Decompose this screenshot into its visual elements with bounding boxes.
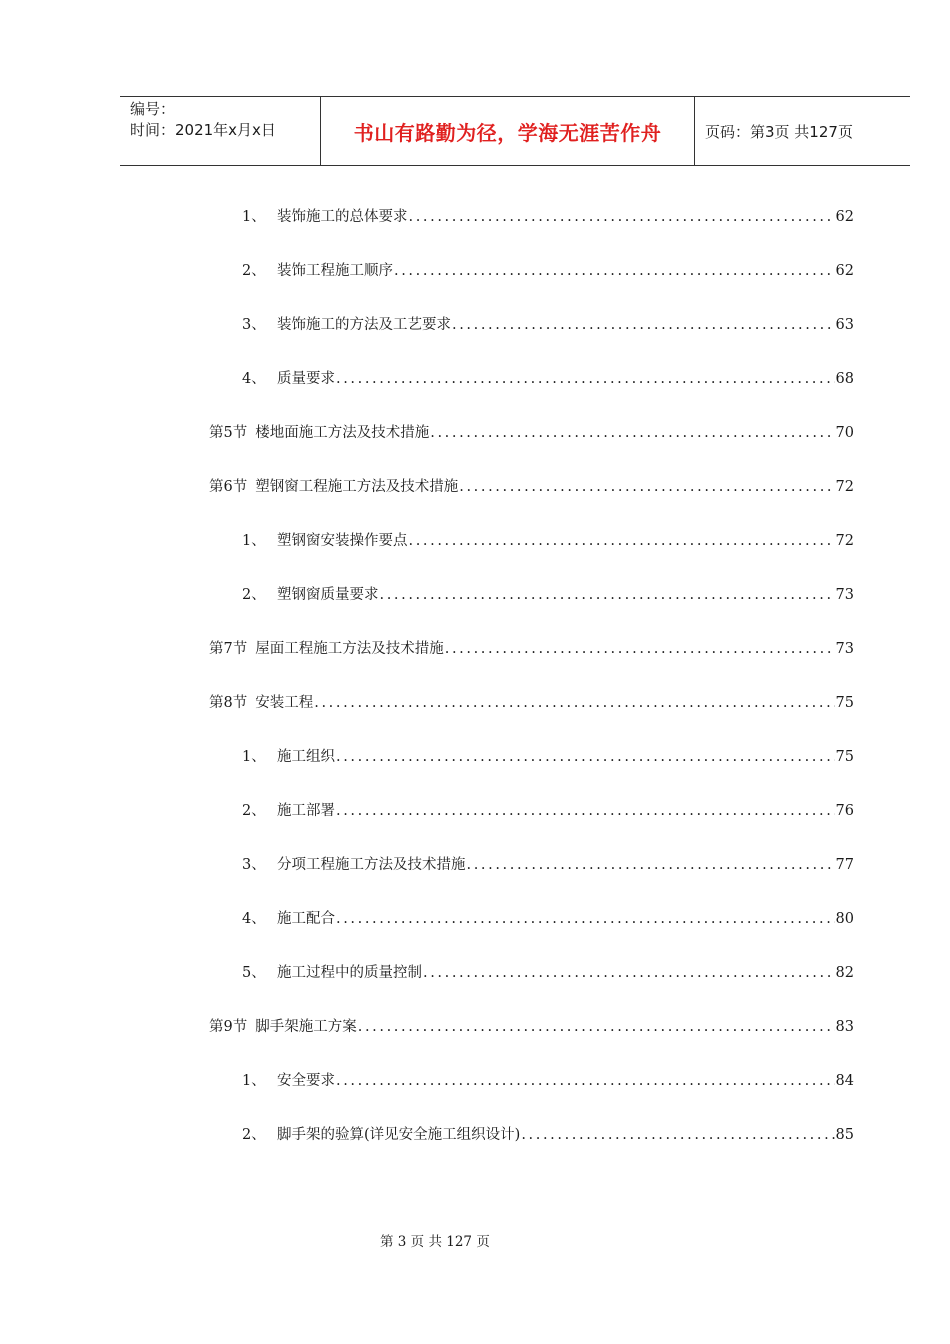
toc-entry[interactable] [242, 314, 854, 336]
toc-entry-title: 质量要求 [277, 371, 335, 387]
toc-entry-page: 83 [835, 1019, 854, 1035]
toc-leader-dots [380, 584, 835, 606]
toc-leader-dots [423, 962, 835, 984]
document-number-label: 编号： [130, 100, 176, 118]
toc-leader-dots [452, 314, 835, 336]
toc-leader-dots [409, 530, 835, 552]
toc-entry-number: 2、 [242, 263, 266, 279]
toc-entry-number: 5、 [242, 965, 266, 981]
toc-entry[interactable] [242, 1124, 854, 1146]
toc-section-number: 第8节 [209, 695, 248, 711]
toc-entry-page: 70 [835, 425, 854, 441]
toc-entry-title: 装饰施工的方法及工艺要求 [277, 317, 451, 333]
toc-entry-number: 3、 [242, 317, 266, 333]
toc-entry-title: 安装工程 [255, 695, 314, 711]
toc-entry[interactable] [242, 854, 854, 876]
toc-leader-dots [409, 206, 835, 228]
toc-entry-page: 72 [835, 533, 854, 549]
toc-entry-title: 装饰工程施工顺序 [277, 263, 393, 279]
toc-entry-title: 分项工程施工方法及技术措施 [277, 857, 466, 873]
toc-entry[interactable] [242, 260, 854, 282]
toc-entry-title: 楼地面施工方法及技术措施 [255, 425, 430, 441]
toc-entry-page: 63 [835, 317, 854, 333]
toc-entry-page: 76 [835, 803, 854, 819]
toc-entry-number: 2、 [242, 803, 266, 819]
toc-section-entry[interactable] [209, 1016, 854, 1038]
page-footer [0, 1230, 950, 1250]
header-meta-cell [120, 97, 321, 165]
toc-entry-number: 2、 [242, 587, 266, 603]
toc-entry-page: 62 [835, 263, 854, 279]
header-motto: 书山有路勤为径，学海无涯苦作舟 [321, 97, 695, 165]
toc-entry[interactable] [242, 368, 854, 390]
header-page-info: 页码：第3页 共127页 [705, 122, 853, 141]
toc-leader-dots [445, 638, 835, 660]
toc-entry-title: 施工配合 [277, 911, 335, 927]
toc-entry-title: 塑钢窗质量要求 [277, 587, 379, 603]
toc-entry-title: 脚手架的验算(详见安全施工组织设计) [277, 1127, 521, 1143]
toc-entry-page: 68 [835, 371, 854, 387]
footer-page-number: 第 3 页 共 127 页 [380, 1234, 490, 1250]
toc-entry[interactable] [242, 530, 854, 552]
toc-entry-title: 装饰施工的总体要求 [277, 209, 408, 225]
toc-entry-number: 4、 [242, 911, 266, 927]
toc-entry[interactable] [242, 1070, 854, 1092]
toc-entry-title: 施工部署 [277, 803, 335, 819]
toc-entry-title: 脚手架施工方案 [255, 1019, 357, 1035]
toc-entry[interactable] [242, 746, 854, 768]
toc-entry-title: 塑钢窗安装操作要点 [277, 533, 408, 549]
toc-leader-dots [336, 368, 835, 390]
toc-section-entry[interactable] [209, 638, 854, 660]
toc-entry-title: 屋面工程施工方法及技术措施 [255, 641, 444, 657]
toc-leader-dots [521, 1124, 834, 1146]
toc-entry-number: 2、 [242, 1127, 266, 1143]
toc-entry-title: 塑钢窗工程施工方法及技术措施 [255, 479, 459, 495]
document-time-label: 时间：2021年x月x日 [130, 121, 276, 139]
toc-entry-page: 62 [835, 209, 854, 225]
toc-entry-title: 安全要求 [277, 1073, 335, 1089]
toc-entry-page: 84 [835, 1073, 854, 1089]
toc-leader-dots [358, 1016, 835, 1038]
toc-entry-page: 73 [835, 641, 854, 657]
toc-entry[interactable] [242, 206, 854, 228]
toc-section-entry[interactable] [209, 692, 854, 714]
toc-entry-page: 80 [835, 911, 854, 927]
toc-entry-page: 82 [835, 965, 854, 981]
toc-leader-dots [459, 476, 834, 498]
toc-section-entry[interactable] [209, 476, 854, 498]
toc-leader-dots [336, 746, 835, 768]
toc-entry-title: 施工组织 [277, 749, 335, 765]
toc-entry[interactable] [242, 962, 854, 984]
toc-entry-title: 施工过程中的质量控制 [277, 965, 422, 981]
toc-leader-dots [336, 1070, 835, 1092]
toc-entry-page: 72 [835, 479, 854, 495]
toc-leader-dots [394, 260, 835, 282]
toc-entry-page: 73 [835, 587, 854, 603]
toc-entry[interactable] [242, 800, 854, 822]
toc-section-number: 第6节 [209, 479, 248, 495]
toc-section-entry[interactable] [209, 422, 854, 444]
toc-section-number: 第7节 [209, 641, 248, 657]
toc-leader-dots [430, 422, 834, 444]
toc-leader-dots [336, 908, 835, 930]
toc-entry-number: 4、 [242, 371, 266, 387]
toc-entry-page: 85 [835, 1127, 854, 1143]
toc-entry-number: 1、 [242, 1073, 266, 1089]
page-header [120, 96, 910, 166]
toc-section-number: 第5节 [209, 425, 248, 441]
toc-entry-number: 1、 [242, 749, 266, 765]
toc-entry-number: 3、 [242, 857, 266, 873]
toc-leader-dots [336, 800, 835, 822]
toc-entry[interactable] [242, 908, 854, 930]
toc-leader-dots [467, 854, 835, 876]
toc-entry-page: 75 [835, 749, 854, 765]
toc-entry-number: 1、 [242, 533, 266, 549]
toc-leader-dots [314, 692, 834, 714]
toc-entry[interactable] [242, 584, 854, 606]
toc-entry-page: 77 [835, 857, 854, 873]
toc-entry-number: 1、 [242, 209, 266, 225]
toc-entry-page: 75 [835, 695, 854, 711]
toc-section-number: 第9节 [209, 1019, 248, 1035]
